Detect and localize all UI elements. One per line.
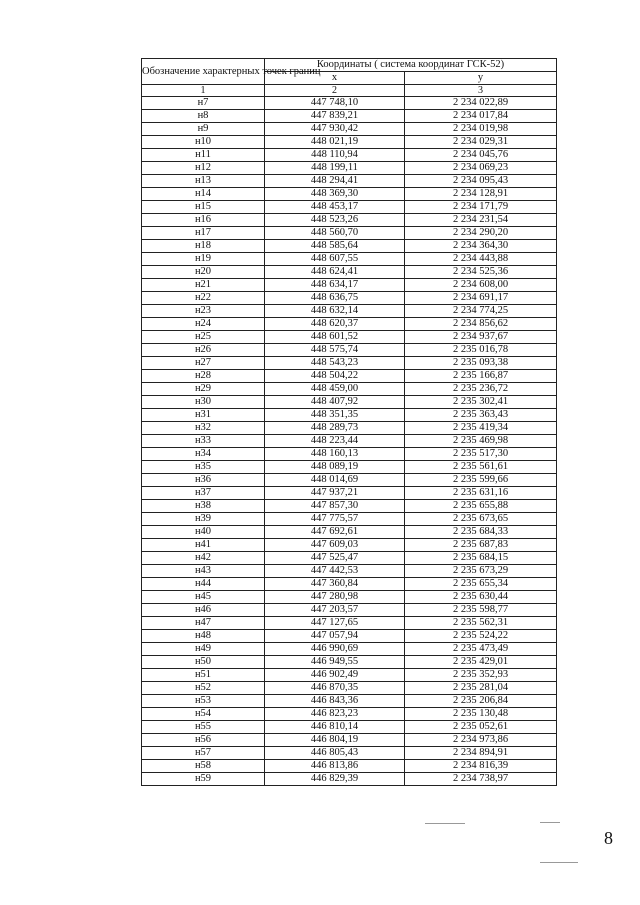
y-coordinate-cell: 2 235 684,33 bbox=[405, 526, 557, 539]
x-coordinate-cell: 448 453,17 bbox=[265, 201, 405, 214]
x-coordinate-cell: 448 089,19 bbox=[265, 461, 405, 474]
point-id-cell: н9 bbox=[142, 123, 265, 136]
table-row bbox=[142, 357, 557, 370]
y-coordinate-cell: 2 235 093,38 bbox=[405, 357, 557, 370]
table-row bbox=[142, 396, 557, 409]
point-id-cell: н16 bbox=[142, 214, 265, 227]
table-row bbox=[142, 682, 557, 695]
y-coordinate-cell: 2 235 469,98 bbox=[405, 435, 557, 448]
y-coordinate-cell: 2 234 029,31 bbox=[405, 136, 557, 149]
table-row bbox=[142, 747, 557, 760]
point-id-cell: н58 bbox=[142, 760, 265, 773]
table-row bbox=[142, 539, 557, 552]
point-id-cell: н47 bbox=[142, 617, 265, 630]
y-coordinate-cell: 2 234 973,86 bbox=[405, 734, 557, 747]
y-coordinate-cell: 2 234 231,54 bbox=[405, 214, 557, 227]
x-coordinate-cell: 448 294,41 bbox=[265, 175, 405, 188]
table-row bbox=[142, 552, 557, 565]
table-row bbox=[142, 253, 557, 266]
y-coordinate-cell: 2 234 290,20 bbox=[405, 227, 557, 240]
point-id-cell: н13 bbox=[142, 175, 265, 188]
x-coordinate-cell: 447 442,53 bbox=[265, 565, 405, 578]
y-coordinate-cell: 2 234 894,91 bbox=[405, 747, 557, 760]
x-coordinate-cell: 446 810,14 bbox=[265, 721, 405, 734]
point-id-cell: н17 bbox=[142, 227, 265, 240]
scan-speck bbox=[425, 823, 465, 824]
point-id-cell: н51 bbox=[142, 669, 265, 682]
point-id-cell: н45 bbox=[142, 591, 265, 604]
y-coordinate-cell: 2 234 045,76 bbox=[405, 149, 557, 162]
table-row bbox=[142, 188, 557, 201]
point-id-cell: н43 bbox=[142, 565, 265, 578]
x-coordinate-cell: 447 127,65 bbox=[265, 617, 405, 630]
x-coordinate-cell: 447 930,42 bbox=[265, 123, 405, 136]
point-id-cell: н49 bbox=[142, 643, 265, 656]
y-coordinate-cell: 2 234 019,98 bbox=[405, 123, 557, 136]
point-id-cell: н23 bbox=[142, 305, 265, 318]
point-id-cell: н46 bbox=[142, 604, 265, 617]
x-coordinate-cell: 448 110,94 bbox=[265, 149, 405, 162]
x-coordinate-cell: 448 407,92 bbox=[265, 396, 405, 409]
point-id-cell: н52 bbox=[142, 682, 265, 695]
point-id-cell: н36 bbox=[142, 474, 265, 487]
point-id-cell: н53 bbox=[142, 695, 265, 708]
table-row bbox=[142, 513, 557, 526]
table-row bbox=[142, 318, 557, 331]
y-coordinate-cell: 2 235 655,34 bbox=[405, 578, 557, 591]
point-id-cell: н32 bbox=[142, 422, 265, 435]
point-id-cell: н33 bbox=[142, 435, 265, 448]
point-id-cell: н20 bbox=[142, 266, 265, 279]
table-row bbox=[142, 344, 557, 357]
column-number: 1 bbox=[142, 85, 265, 97]
y-coordinate-cell: 2 234 069,23 bbox=[405, 162, 557, 175]
x-coordinate-cell: 448 459,00 bbox=[265, 383, 405, 396]
y-coordinate-cell: 2 235 473,49 bbox=[405, 643, 557, 656]
x-coordinate-cell: 448 160,13 bbox=[265, 448, 405, 461]
x-coordinate-cell: 448 543,23 bbox=[265, 357, 405, 370]
x-coordinate-cell: 448 632,14 bbox=[265, 305, 405, 318]
table-row bbox=[142, 292, 557, 305]
x-coordinate-cell: 448 560,70 bbox=[265, 227, 405, 240]
y-coordinate-cell: 2 234 856,62 bbox=[405, 318, 557, 331]
y-coordinate-cell: 2 234 816,39 bbox=[405, 760, 557, 773]
x-coordinate-cell: 446 902,49 bbox=[265, 669, 405, 682]
x-coordinate-cell: 447 609,03 bbox=[265, 539, 405, 552]
point-id-cell: н18 bbox=[142, 240, 265, 253]
y-coordinate-cell: 2 234 017,84 bbox=[405, 110, 557, 123]
x-coordinate-cell: 448 585,64 bbox=[265, 240, 405, 253]
point-id-cell: н21 bbox=[142, 279, 265, 292]
table-row bbox=[142, 448, 557, 461]
x-coordinate-cell: 448 636,75 bbox=[265, 292, 405, 305]
table-row bbox=[142, 97, 557, 110]
y-coordinate-cell: 2 234 128,91 bbox=[405, 188, 557, 201]
table-row bbox=[142, 656, 557, 669]
y-coordinate-cell: 2 234 022,89 bbox=[405, 97, 557, 110]
table-row bbox=[142, 734, 557, 747]
table-row bbox=[142, 266, 557, 279]
point-designation-header: Обозначение характерных точек границ bbox=[142, 59, 265, 85]
y-coordinate-cell: 2 235 130,48 bbox=[405, 708, 557, 721]
y-coordinate-cell: 2 235 236,72 bbox=[405, 383, 557, 396]
table-row bbox=[142, 565, 557, 578]
table-row bbox=[142, 630, 557, 643]
y-coordinate-cell: 2 234 738,97 bbox=[405, 773, 557, 786]
table-row bbox=[142, 669, 557, 682]
table-row bbox=[142, 383, 557, 396]
x-coordinate-cell: 446 804,19 bbox=[265, 734, 405, 747]
y-coordinate-cell: 2 235 631,16 bbox=[405, 487, 557, 500]
x-coordinate-cell: 446 949,55 bbox=[265, 656, 405, 669]
column-number-row bbox=[142, 85, 557, 97]
page-number: 8 bbox=[604, 828, 613, 848]
table-row bbox=[142, 435, 557, 448]
y-coordinate-cell: 2 235 562,31 bbox=[405, 617, 557, 630]
point-id-cell: н54 bbox=[142, 708, 265, 721]
y-coordinate-cell: 2 235 363,43 bbox=[405, 409, 557, 422]
x-coordinate-cell: 447 775,57 bbox=[265, 513, 405, 526]
point-id-cell: н26 bbox=[142, 344, 265, 357]
point-id-cell: н24 bbox=[142, 318, 265, 331]
table-row bbox=[142, 175, 557, 188]
table-row bbox=[142, 227, 557, 240]
table-row bbox=[142, 409, 557, 422]
y-coordinate-cell: 2 234 364,30 bbox=[405, 240, 557, 253]
x-coordinate-cell: 447 857,30 bbox=[265, 500, 405, 513]
y-coordinate-cell: 2 234 443,88 bbox=[405, 253, 557, 266]
y-coordinate-cell: 2 235 419,34 bbox=[405, 422, 557, 435]
point-id-cell: н37 bbox=[142, 487, 265, 500]
table-row bbox=[142, 604, 557, 617]
point-id-cell: н11 bbox=[142, 149, 265, 162]
point-id-cell: н25 bbox=[142, 331, 265, 344]
x-coordinate-cell: 446 829,39 bbox=[265, 773, 405, 786]
y-coordinate-cell: 2 235 599,66 bbox=[405, 474, 557, 487]
y-coordinate-cell: 2 235 281,04 bbox=[405, 682, 557, 695]
point-id-cell: н57 bbox=[142, 747, 265, 760]
table-row bbox=[142, 461, 557, 474]
point-id-cell: н42 bbox=[142, 552, 265, 565]
scan-speck bbox=[540, 862, 578, 863]
point-id-cell: н12 bbox=[142, 162, 265, 175]
point-id-cell: н15 bbox=[142, 201, 265, 214]
x-coordinate-cell: 448 223,44 bbox=[265, 435, 405, 448]
point-id-cell: н7 bbox=[142, 97, 265, 110]
point-id-cell: н22 bbox=[142, 292, 265, 305]
table-row bbox=[142, 708, 557, 721]
coordinate-system-header: Координаты ( система координат ГСК-52) bbox=[265, 59, 557, 72]
x-coordinate-cell: 447 057,94 bbox=[265, 630, 405, 643]
table-row bbox=[142, 305, 557, 318]
y-coordinate-cell: 2 235 687,83 bbox=[405, 539, 557, 552]
point-id-cell: н56 bbox=[142, 734, 265, 747]
column-number: 3 bbox=[405, 85, 557, 97]
table-row bbox=[142, 123, 557, 136]
y-coordinate-cell: 2 235 673,29 bbox=[405, 565, 557, 578]
y-coordinate-cell: 2 235 598,77 bbox=[405, 604, 557, 617]
y-coordinate-cell: 2 235 524,22 bbox=[405, 630, 557, 643]
table-row bbox=[142, 214, 557, 227]
y-coordinate-cell: 2 235 673,65 bbox=[405, 513, 557, 526]
x-coordinate-cell: 448 504,22 bbox=[265, 370, 405, 383]
y-coordinate-cell: 2 235 561,61 bbox=[405, 461, 557, 474]
x-coordinate-cell: 448 523,26 bbox=[265, 214, 405, 227]
point-id-cell: н14 bbox=[142, 188, 265, 201]
y-coordinate-cell: 2 235 655,88 bbox=[405, 500, 557, 513]
table-row bbox=[142, 279, 557, 292]
x-coordinate-cell: 446 990,69 bbox=[265, 643, 405, 656]
table-row bbox=[142, 162, 557, 175]
point-id-cell: н50 bbox=[142, 656, 265, 669]
point-id-cell: н44 bbox=[142, 578, 265, 591]
point-id-cell: н55 bbox=[142, 721, 265, 734]
y-coordinate-cell: 2 234 095,43 bbox=[405, 175, 557, 188]
table-row bbox=[142, 110, 557, 123]
x-coordinate-cell: 448 634,17 bbox=[265, 279, 405, 292]
table-row bbox=[142, 617, 557, 630]
y-coordinate-cell: 2 235 052,61 bbox=[405, 721, 557, 734]
point-id-cell: н59 bbox=[142, 773, 265, 786]
point-id-cell: н29 bbox=[142, 383, 265, 396]
y-coordinate-cell: 2 234 691,17 bbox=[405, 292, 557, 305]
point-id-cell: н48 bbox=[142, 630, 265, 643]
x-coordinate-cell: 448 607,55 bbox=[265, 253, 405, 266]
x-coordinate-cell: 448 351,35 bbox=[265, 409, 405, 422]
table-row bbox=[142, 500, 557, 513]
point-id-cell: н39 bbox=[142, 513, 265, 526]
table-row bbox=[142, 240, 557, 253]
x-coordinate-cell: 447 839,21 bbox=[265, 110, 405, 123]
point-id-cell: н28 bbox=[142, 370, 265, 383]
point-id-cell: н27 bbox=[142, 357, 265, 370]
point-id-cell: н38 bbox=[142, 500, 265, 513]
y-coordinate-cell: 2 234 774,25 bbox=[405, 305, 557, 318]
table-row bbox=[142, 695, 557, 708]
y-column-header: y bbox=[405, 72, 557, 85]
x-coordinate-cell: 447 748,10 bbox=[265, 97, 405, 110]
table-row bbox=[142, 487, 557, 500]
x-coordinate-cell: 448 601,52 bbox=[265, 331, 405, 344]
x-coordinate-cell: 448 369,30 bbox=[265, 188, 405, 201]
y-coordinate-cell: 2 235 684,15 bbox=[405, 552, 557, 565]
y-coordinate-cell: 2 235 429,01 bbox=[405, 656, 557, 669]
x-coordinate-cell: 448 624,41 bbox=[265, 266, 405, 279]
table-row bbox=[142, 721, 557, 734]
table-row bbox=[142, 136, 557, 149]
x-coordinate-cell: 446 805,43 bbox=[265, 747, 405, 760]
table-row bbox=[142, 331, 557, 344]
table-row bbox=[142, 643, 557, 656]
point-id-cell: н10 bbox=[142, 136, 265, 149]
y-coordinate-cell: 2 235 166,87 bbox=[405, 370, 557, 383]
table-row bbox=[142, 422, 557, 435]
x-coordinate-cell: 448 620,37 bbox=[265, 318, 405, 331]
y-coordinate-cell: 2 234 937,67 bbox=[405, 331, 557, 344]
x-coordinate-cell: 448 199,11 bbox=[265, 162, 405, 175]
point-id-cell: н8 bbox=[142, 110, 265, 123]
x-coordinate-cell: 447 692,61 bbox=[265, 526, 405, 539]
table-row bbox=[142, 773, 557, 786]
column-number: 2 bbox=[265, 85, 405, 97]
table-row bbox=[142, 474, 557, 487]
y-coordinate-cell: 2 235 206,84 bbox=[405, 695, 557, 708]
point-id-cell: н31 bbox=[142, 409, 265, 422]
table-header bbox=[142, 59, 557, 97]
x-column-header: x bbox=[265, 72, 405, 85]
point-id-cell: н41 bbox=[142, 539, 265, 552]
x-coordinate-cell: 448 289,73 bbox=[265, 422, 405, 435]
scan-speck bbox=[540, 822, 560, 823]
coordinates-table bbox=[141, 58, 557, 786]
table-row bbox=[142, 578, 557, 591]
x-coordinate-cell: 447 937,21 bbox=[265, 487, 405, 500]
x-coordinate-cell: 446 813,86 bbox=[265, 760, 405, 773]
x-coordinate-cell: 446 843,36 bbox=[265, 695, 405, 708]
x-coordinate-cell: 447 525,47 bbox=[265, 552, 405, 565]
point-id-cell: н30 bbox=[142, 396, 265, 409]
y-coordinate-cell: 2 235 352,93 bbox=[405, 669, 557, 682]
table-row bbox=[142, 760, 557, 773]
y-coordinate-cell: 2 234 171,79 bbox=[405, 201, 557, 214]
y-coordinate-cell: 2 235 630,44 bbox=[405, 591, 557, 604]
table-row bbox=[142, 526, 557, 539]
x-coordinate-cell: 446 870,35 bbox=[265, 682, 405, 695]
point-id-cell: н19 bbox=[142, 253, 265, 266]
point-id-cell: н35 bbox=[142, 461, 265, 474]
x-coordinate-cell: 448 014,69 bbox=[265, 474, 405, 487]
x-coordinate-cell: 447 280,98 bbox=[265, 591, 405, 604]
x-coordinate-cell: 448 575,74 bbox=[265, 344, 405, 357]
y-coordinate-cell: 2 234 608,00 bbox=[405, 279, 557, 292]
y-coordinate-cell: 2 235 302,41 bbox=[405, 396, 557, 409]
table-body bbox=[142, 97, 557, 786]
x-coordinate-cell: 447 203,57 bbox=[265, 604, 405, 617]
table-row bbox=[142, 591, 557, 604]
table-row bbox=[142, 149, 557, 162]
y-coordinate-cell: 2 235 016,78 bbox=[405, 344, 557, 357]
point-id-cell: н34 bbox=[142, 448, 265, 461]
y-coordinate-cell: 2 235 517,30 bbox=[405, 448, 557, 461]
x-coordinate-cell: 446 823,23 bbox=[265, 708, 405, 721]
point-id-cell: н40 bbox=[142, 526, 265, 539]
x-coordinate-cell: 448 021,19 bbox=[265, 136, 405, 149]
y-coordinate-cell: 2 234 525,36 bbox=[405, 266, 557, 279]
x-coordinate-cell: 447 360,84 bbox=[265, 578, 405, 591]
table-row bbox=[142, 370, 557, 383]
table-row bbox=[142, 201, 557, 214]
